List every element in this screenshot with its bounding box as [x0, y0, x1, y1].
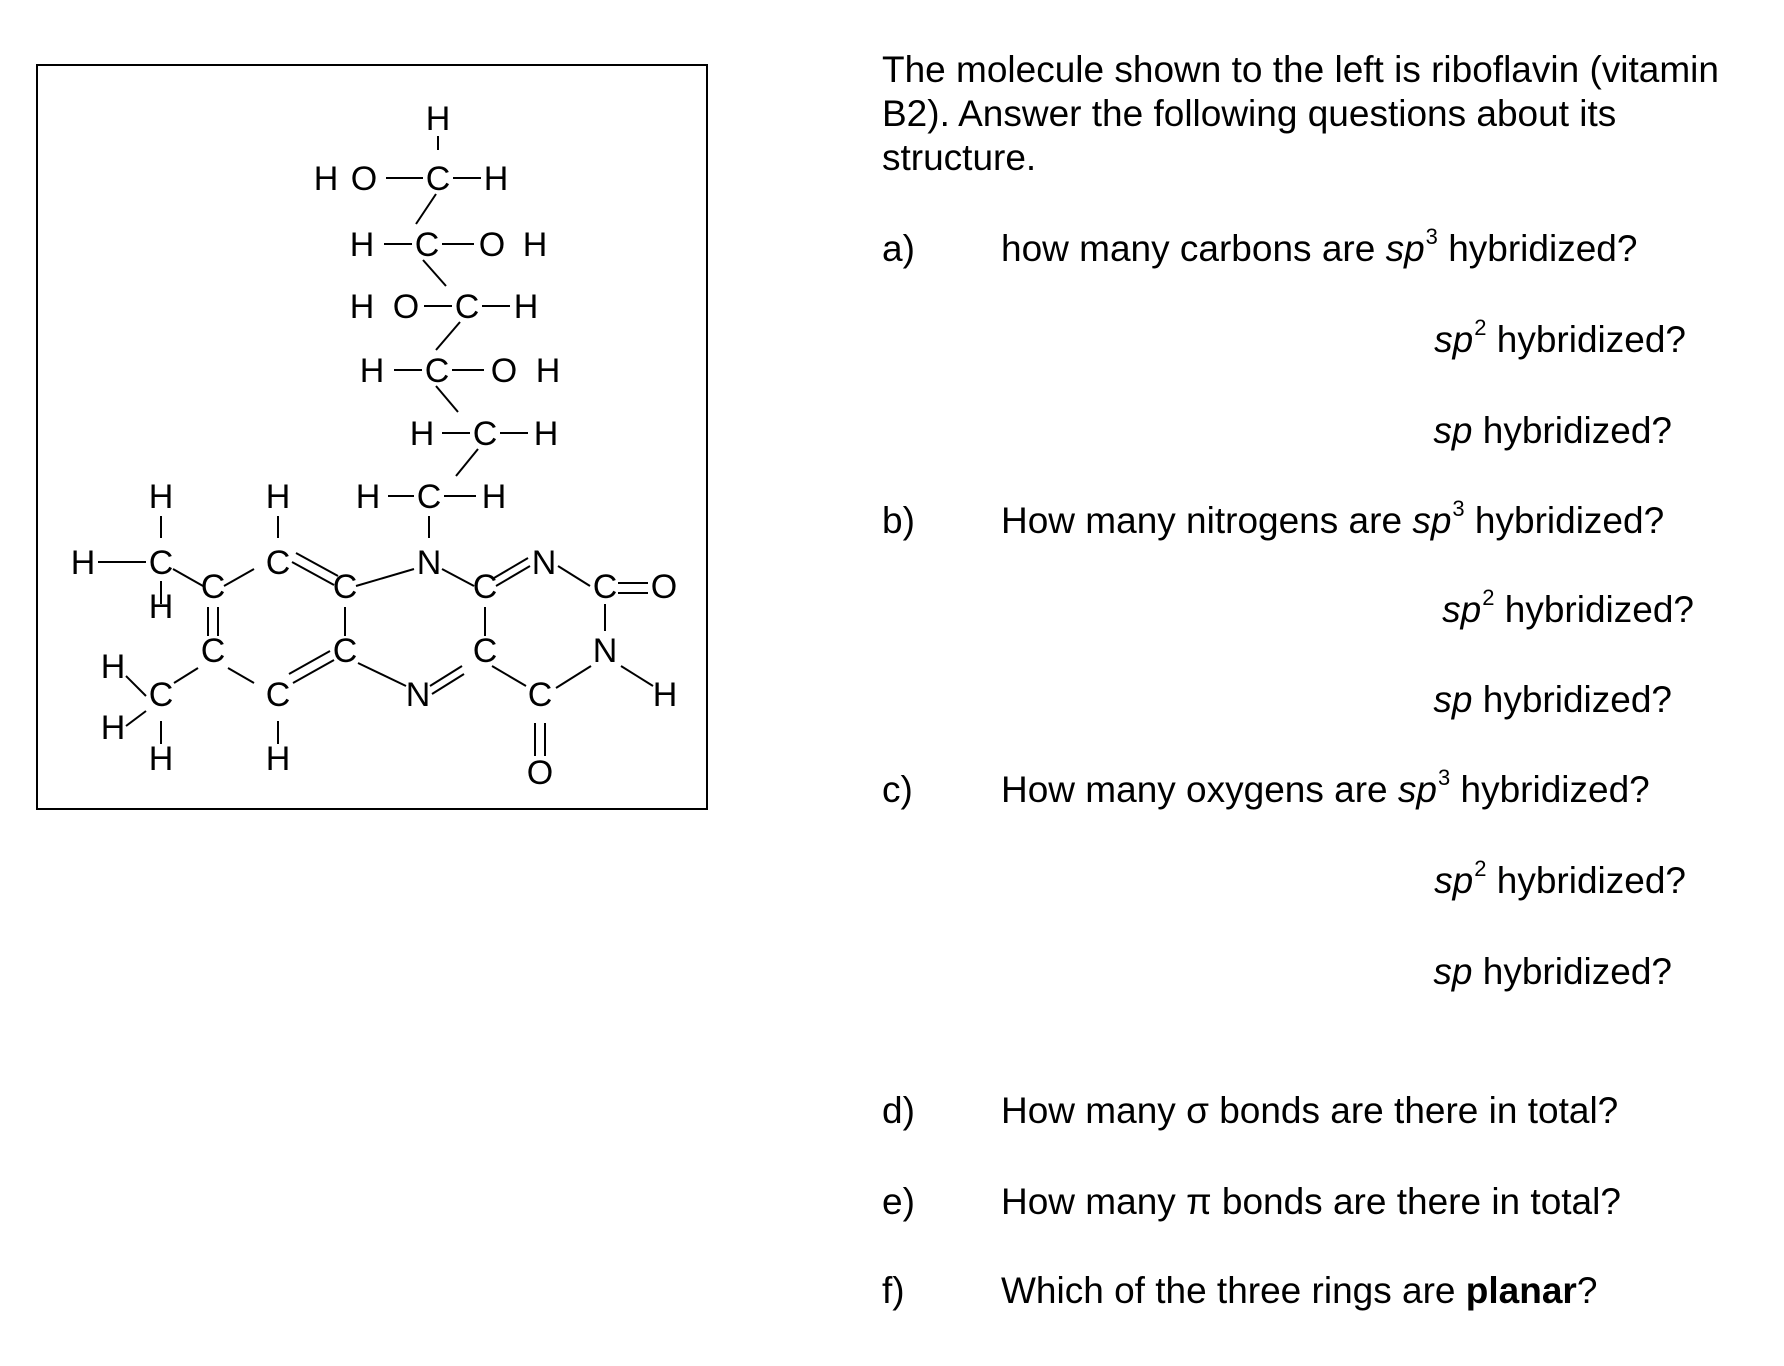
- riboflavin-figure: [36, 64, 708, 810]
- atom-label: H: [652, 676, 678, 714]
- atom-label: C: [592, 568, 618, 606]
- bond: [358, 663, 406, 686]
- atom-label: C: [332, 632, 358, 670]
- exponent: 3: [1452, 496, 1465, 521]
- sp-symbol: sp: [1433, 410, 1473, 451]
- bond: [296, 553, 338, 576]
- atom-label: O: [526, 754, 554, 792]
- atom-label: C: [200, 568, 226, 606]
- riboflavin-structure: [38, 66, 710, 812]
- sp-symbol: sp: [1385, 228, 1425, 269]
- question-b-sp: [1433, 679, 1672, 721]
- atom-label: H: [349, 226, 375, 264]
- question-c-lead: How many oxygens are: [1001, 769, 1388, 810]
- atom-label: C: [472, 632, 498, 670]
- hybridized-label: hybridized?: [1504, 589, 1694, 630]
- atom-label: O: [392, 288, 420, 326]
- sp-symbol: sp: [1433, 679, 1473, 720]
- sp-symbol: sp: [1442, 589, 1482, 630]
- exponent: 3: [1437, 765, 1451, 790]
- exponent: 2: [1482, 585, 1495, 610]
- question-b-sp3: [1001, 496, 1665, 542]
- atom-label: H: [148, 588, 174, 626]
- bond: [174, 668, 198, 683]
- sp-symbol: sp: [1434, 860, 1474, 901]
- bond: [436, 322, 460, 350]
- hybridized-label: hybridized?: [1460, 769, 1650, 810]
- atom-label: N: [416, 544, 442, 582]
- atom-label: H: [481, 478, 507, 516]
- atom-label: C: [265, 676, 291, 714]
- question-d-post: bonds are there in total?: [1219, 1090, 1619, 1131]
- question-f-letter: f): [882, 1270, 905, 1311]
- atom-label: C: [265, 544, 291, 582]
- atom-label: H: [265, 478, 291, 516]
- atom-label: H: [483, 160, 509, 198]
- bond: [228, 668, 254, 683]
- atom-label: O: [350, 160, 378, 198]
- bond: [289, 651, 330, 674]
- atom-label: C: [148, 544, 174, 582]
- question-a-sp: [1433, 410, 1672, 452]
- atom-label: C: [527, 676, 553, 714]
- atom-label: H: [313, 160, 339, 198]
- question-c-sp: [1433, 951, 1672, 993]
- bond: [430, 666, 462, 686]
- question-a-lead: how many carbons are: [1001, 228, 1376, 269]
- bond: [432, 674, 464, 694]
- bond: [173, 569, 203, 586]
- bond: [456, 449, 478, 476]
- question-b-letter: b): [882, 500, 915, 541]
- hybridized-label: hybridized?: [1496, 860, 1686, 901]
- atom-label: O: [490, 352, 518, 390]
- sp-symbol: sp: [1434, 319, 1474, 360]
- hybridized-label: hybridized?: [1482, 679, 1672, 720]
- atom-label: H: [513, 288, 539, 326]
- question-e-letter: e): [882, 1181, 915, 1222]
- question-f-pre: Which of the three rings are: [1001, 1270, 1456, 1311]
- atom-label: H: [148, 478, 174, 516]
- bond: [442, 569, 474, 586]
- question-e-post: bonds are there in total?: [1221, 1181, 1621, 1222]
- hybridized-label: hybridized?: [1482, 951, 1672, 992]
- bond: [126, 711, 146, 726]
- question-e: [1001, 1181, 1621, 1223]
- question-b-sp2: [1442, 585, 1694, 631]
- atom-label: N: [531, 544, 557, 582]
- atom-label: H: [100, 709, 126, 747]
- atom-label: O: [650, 568, 678, 606]
- atom-label: C: [472, 415, 498, 453]
- atom-label: C: [425, 160, 451, 198]
- atom-label: H: [349, 288, 375, 326]
- exponent: 2: [1474, 315, 1487, 340]
- atom-label: C: [200, 632, 226, 670]
- hybridized-label: hybridized?: [1482, 410, 1672, 451]
- atom-label: H: [533, 415, 559, 453]
- question-d-letter: d): [882, 1090, 915, 1131]
- bond: [556, 666, 591, 688]
- question-c-sp2: [1434, 856, 1686, 902]
- atom-label: C: [416, 478, 442, 516]
- exponent: 3: [1425, 224, 1438, 249]
- atom-label: O: [478, 226, 506, 264]
- question-a-sp2: [1434, 315, 1686, 361]
- atom-label: N: [405, 676, 431, 714]
- atom-label: H: [359, 352, 385, 390]
- question-c-sp3: [1001, 765, 1650, 811]
- bond: [356, 569, 414, 586]
- atom-label: H: [535, 352, 561, 390]
- bond: [224, 569, 254, 586]
- question-a-letter: a): [882, 228, 915, 269]
- atom-label: H: [265, 740, 291, 778]
- sp-symbol: sp: [1397, 769, 1437, 810]
- atom-label: H: [355, 478, 381, 516]
- bond: [416, 194, 436, 224]
- bond: [558, 566, 590, 586]
- question-d-pre: How many: [1001, 1090, 1176, 1131]
- sp-symbol: sp: [1412, 500, 1452, 541]
- bond: [494, 558, 528, 578]
- atom-label: H: [70, 544, 96, 582]
- sp-symbol: sp: [1433, 951, 1473, 992]
- pi-symbol: π: [1186, 1181, 1212, 1222]
- question-f: [1001, 1270, 1597, 1312]
- bond: [621, 666, 653, 686]
- question-e-pre: How many: [1001, 1181, 1176, 1222]
- question-a-sp3: [1001, 224, 1638, 270]
- exponent: 2: [1474, 856, 1487, 881]
- hybridized-label: hybridized?: [1448, 228, 1638, 269]
- sigma-symbol: σ: [1186, 1090, 1209, 1131]
- hybridized-label: hybridized?: [1474, 500, 1665, 541]
- atom-label: C: [414, 226, 440, 264]
- question-b-lead: How many nitrogens are: [1001, 500, 1403, 541]
- bond: [293, 660, 334, 683]
- intro-text: The molecule shown to the left is riboflavin (vitamin B2). Answer the following questions about its structure.: [882, 49, 1719, 178]
- atom-label: C: [472, 568, 498, 606]
- atom-label: H: [522, 226, 548, 264]
- bond: [126, 676, 146, 696]
- atom-label: H: [409, 415, 435, 453]
- hybridized-label: hybridized?: [1496, 319, 1686, 360]
- atom-label: C: [424, 352, 450, 390]
- bond: [292, 562, 334, 585]
- atom-label: C: [148, 676, 174, 714]
- atom-label: H: [100, 648, 126, 686]
- atom-label: H: [425, 100, 451, 138]
- question-f-post: ?: [1576, 1270, 1598, 1311]
- atom-label: N: [592, 632, 618, 670]
- question-c-letter: c): [882, 769, 913, 810]
- atom-label: C: [454, 288, 480, 326]
- question-d: [1001, 1090, 1618, 1132]
- atom-label: H: [148, 740, 174, 778]
- atom-label: C: [332, 568, 358, 606]
- planar-emphasis: planar: [1465, 1270, 1577, 1311]
- bond: [496, 566, 530, 586]
